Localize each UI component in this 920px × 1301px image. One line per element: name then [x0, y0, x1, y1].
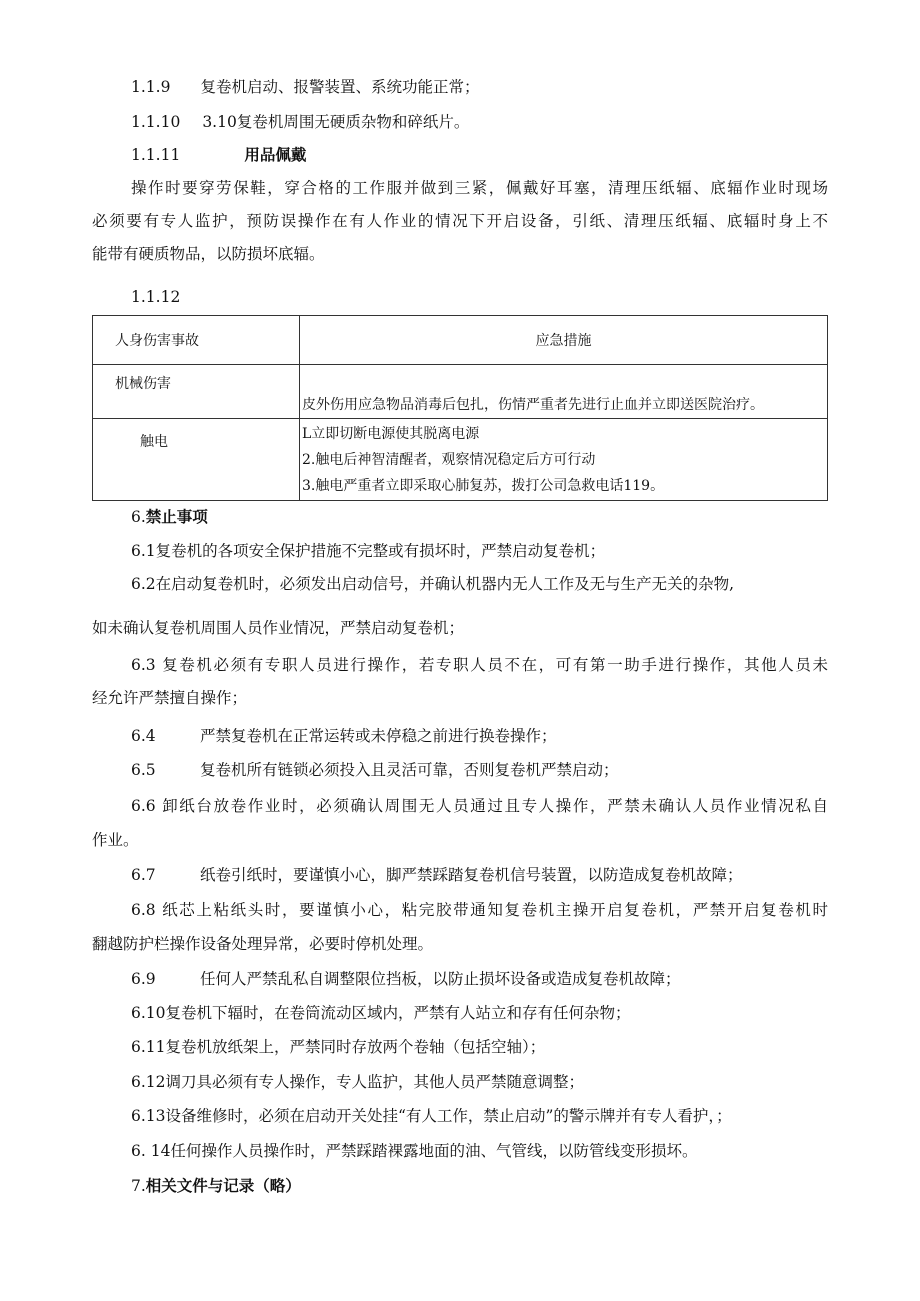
measure-text: 3.触电严重者立即采取心肺复苏，拨打公司急救电话119。	[302, 478, 665, 494]
table-header-row	[93, 316, 828, 365]
item-1-1-11	[131, 145, 306, 165]
rule-line: 6.11复卷机放纸架上，严禁同时存放两个卷轴（包括空轴）；	[131, 1038, 546, 1056]
measure-text: L立即切断电源使其脱离电源	[302, 426, 480, 442]
injury-type: 机械伤害	[93, 365, 300, 419]
measure-text: 皮外伤用应急物品消毒后包扎，伤情严重者先进行止血并立即送医院治疗。	[300, 365, 828, 419]
rule-line: 6.8 纸芯上粘纸头时，要谨慎小心，粘完胶带通知复卷机主操开启复卷机，严禁开启复卷机时	[131, 901, 828, 919]
table-row	[93, 365, 828, 419]
section-6-heading	[131, 507, 208, 527]
paragraph-line: 能带有硬质物品，以防损坏底辐。	[92, 245, 325, 263]
header-measures: 应急措施	[300, 316, 828, 365]
rule-line: 6.12调刀具必须有专人操作，专人监护，其他人员严禁随意调整；	[131, 1073, 585, 1091]
section-7-heading	[131, 1176, 301, 1196]
section-number: 6.	[131, 508, 146, 526]
item-text: 复卷机启动、报警装置、系统功能正常；	[200, 78, 480, 96]
rule-line: 翻越防护栏操作设备处理异常，必要时停机处理。	[92, 935, 434, 953]
rule-line: 6.3 复卷机必须有专职人员进行操作，若专职人员不在，可有第一助手进行操作，其他人员未	[131, 656, 828, 674]
paragraph-line: 必须要有专人监护，预防误操作在有人作业的情况下开启设备，引纸、清理压纸辐、底辐时身上不	[92, 212, 828, 230]
rule-line: 严禁复卷机在正常运转或未停稳之前进行换卷操作；	[200, 727, 557, 745]
rule-line: 复卷机所有链锁必须投入且灵活可靠，否则复卷机严禁启动；	[200, 761, 619, 779]
rule-line: 纸卷引纸时，要谨慎小心，脚严禁踩踏复卷机信号装置，以防造成复卷机故障；	[200, 866, 743, 884]
rule-line: 6.10复卷机下辐时，在卷筒流动区域内，严禁有人站立和存有任何杂物；	[131, 1004, 631, 1022]
rule-line: 6.1复卷机的各项安全保护措施不完整或有损坏时，严禁启动复卷机；	[131, 542, 606, 560]
item-1-1-10	[131, 112, 469, 132]
rule-number: 6.4	[131, 727, 156, 745]
emergency-table	[92, 315, 828, 501]
section-heading: 用品佩戴	[244, 146, 307, 164]
section-number: 7.	[131, 1177, 146, 1195]
section-title: 相关文件与记录（略）	[145, 1177, 301, 1195]
header-injury: 人身伤害事故	[93, 316, 300, 365]
rule-line: 如未确认复卷机周围人员作业情况，严禁启动复卷机；	[92, 619, 465, 637]
item-text: 3.10复卷机周围无硬质杂物和碎纸片。	[202, 113, 470, 131]
item-number: 1.1.9	[131, 78, 171, 96]
item-number: 1.1.10	[131, 113, 181, 131]
item-number: 1.1.11	[131, 146, 181, 164]
rule-number: 6.9	[131, 970, 156, 988]
rule-number: 6.5	[131, 761, 156, 779]
table-label: 1.1.12	[131, 288, 181, 306]
rule-line: 6. 14任何操作人员操作时，严禁踩踏裸露地面的油、气管线，以防管线变形损坏。	[131, 1142, 698, 1160]
rule-line: 6.2在启动复卷机时，必须发出启动信号，并确认机器内无人工作及无与生产无关的杂物,	[131, 575, 735, 593]
rule-line: 经允许严禁擅自操作；	[92, 689, 248, 707]
rule-line: 6.6 卸纸台放卷作业时，必须确认周围无人员通过且专人操作，严禁未确认人员作业情况私自	[131, 797, 828, 815]
section-title: 禁止事项	[145, 508, 208, 526]
injury-type: 触电	[93, 419, 300, 501]
measure-text: 2.触电后神智清醒者，观察情况稳定后方可行动	[302, 452, 596, 468]
rule-line: 6.13设备维修时，必须在启动开关处挂“有人工作，禁止启动”的警示牌并有专人看护，；	[131, 1107, 732, 1125]
rule-number: 6.7	[131, 866, 156, 884]
paragraph-line: 操作时要穿劳保鞋，穿合格的工作服并做到三紧，佩戴好耳塞，清理压纸辐、底辐作业时现场	[131, 179, 828, 197]
measure-list	[300, 419, 828, 501]
rule-line: 任何人严禁乱私自调整限位挡板，以防止损坏设备或造成复卷机故障；	[200, 970, 681, 988]
table-row	[93, 419, 828, 501]
rule-line: 作业。	[92, 831, 139, 849]
item-1-1-9	[131, 77, 479, 97]
